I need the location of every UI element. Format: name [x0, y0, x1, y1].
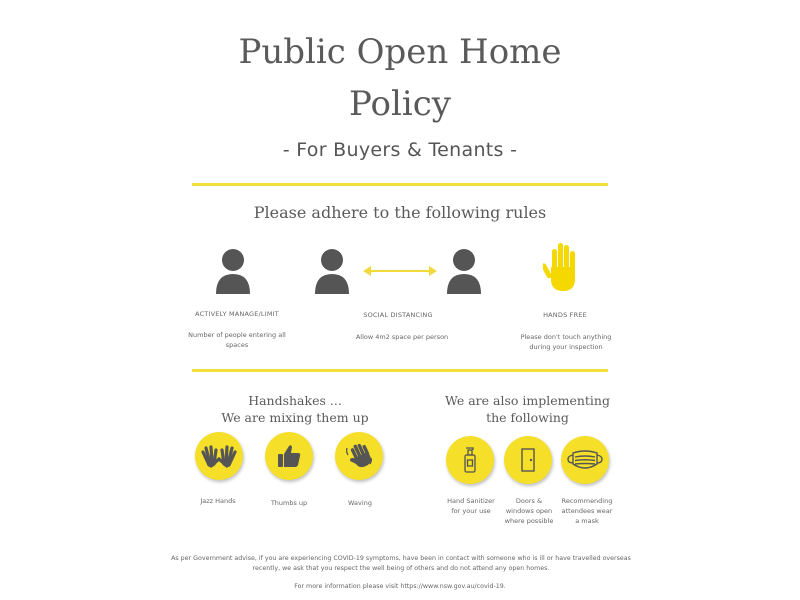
implementing-heading-line-1: We are also implementing [445, 393, 610, 408]
implement-label-mask: Recommending attendees wear a mask [561, 497, 613, 525]
sanitizer-icon [460, 446, 480, 474]
thumbs-up-icon [276, 443, 302, 469]
handshake-label-waving: Waving [348, 499, 372, 507]
implement-label-sanitizer: Hand Sanitizer for your use [447, 497, 495, 515]
handshakes-heading-line-2: We are mixing them up [221, 410, 369, 425]
jazz-hands-badge [195, 432, 243, 480]
divider-middle [192, 369, 608, 372]
rule-desc-manage: Number of people entering all spaces [188, 331, 286, 349]
implement-label-doors: Doors & windows open where possible [504, 497, 554, 525]
divider-top [192, 183, 608, 186]
implementing-heading [420, 392, 635, 426]
door-icon [518, 446, 538, 474]
implementing-heading-line-2: the following [486, 410, 569, 425]
rule-desc-distancing: Allow 4m2 space per person [355, 333, 449, 341]
title-line-2: Policy [349, 84, 451, 124]
rules-heading: Please adhere to the following rules [253, 203, 547, 222]
page-title [0, 26, 800, 130]
waving-hand-icon [345, 442, 373, 470]
sanitizer-badge [446, 436, 494, 484]
rule-label-distancing: SOCIAL DISTANCING [363, 311, 433, 319]
person-icon-left [313, 248, 351, 296]
handshake-label-jazz: Jazz Hands [200, 497, 236, 505]
rule-label-manage: ACTIVELY MANAGE/LIMIT [195, 310, 279, 318]
page-subtitle: - For Buyers & Tenants - [282, 139, 518, 161]
door-badge [504, 436, 552, 484]
footer-notice: As per Government advise, if you are experiencing COVID-19 symptoms, have been in contact with someone who is ill or have travelled overseas recently, we ask that you respect the well being of others and do not attend any open homes. [171, 555, 631, 572]
person-icon-right [445, 248, 483, 296]
double-arrow-icon [362, 264, 438, 278]
mask-icon [566, 448, 604, 472]
thumbs-up-badge [265, 432, 313, 480]
rule-label-hands-free: HANDS FREE [543, 311, 587, 319]
mask-badge [561, 436, 609, 484]
footer-more-info: For more information please visit https://www.nsw.gov.au/covid-19. [294, 583, 506, 590]
person-icon [214, 248, 252, 296]
title-line-1: Public Open Home [238, 32, 562, 72]
jazz-hands-icon [200, 443, 238, 469]
handshake-label-thumbs: Thumbs up [270, 499, 308, 507]
handshakes-heading-line-1: Handshakes ... [248, 393, 342, 408]
handshakes-heading [190, 392, 400, 426]
raised-hand-icon [543, 241, 579, 293]
rule-desc-hands-free: Please don't touch anything during your inspection [520, 333, 612, 351]
waving-badge [335, 432, 383, 480]
